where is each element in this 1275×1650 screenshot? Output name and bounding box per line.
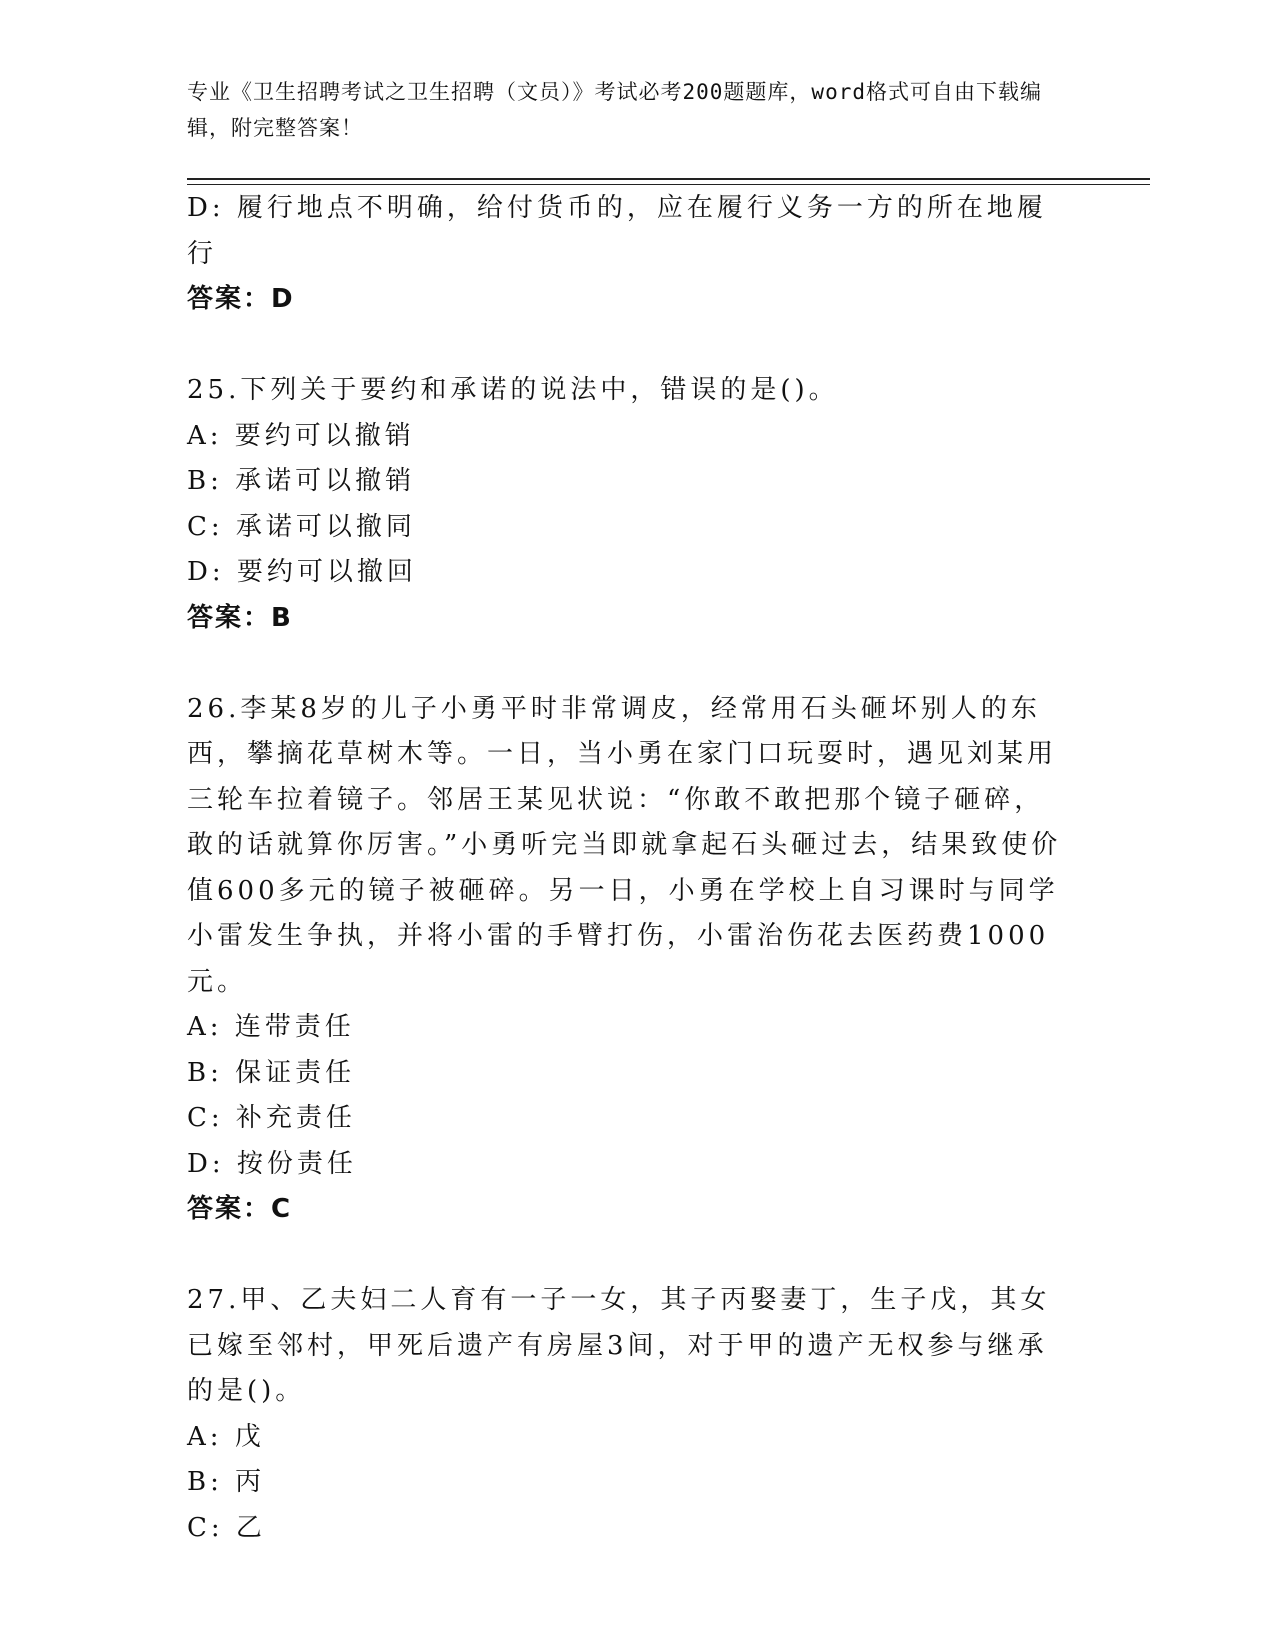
- option-c: C: 补充责任: [187, 1103, 356, 1133]
- header-title: 专业《卫生招聘考试之卫生招聘（文员）》考试必考200题题库，word格式可自由下载编辑，附完整答案！: [187, 80, 1042, 140]
- previous-question-tail: [187, 186, 1067, 323]
- header-rule-thick: [187, 178, 1150, 180]
- question-stem: 25.下列关于要约和承诺的说法中，错误的是()。: [187, 375, 839, 405]
- question-25: [187, 368, 1067, 641]
- answer-line: 答案：D: [187, 284, 295, 314]
- option-b: B: 承诺可以撤销: [187, 466, 416, 496]
- option-d: D: 履行地点不明确，给付货币的，应在履行义务一方的所在地履行: [187, 193, 1047, 269]
- answer-line: 答案：C: [187, 1194, 293, 1224]
- answer-line: 答案：B: [187, 602, 293, 633]
- option-b: B: 丙: [187, 1467, 266, 1497]
- option-a: A: 要约可以撤销: [187, 420, 415, 451]
- option-b: B: 保证责任: [187, 1057, 356, 1088]
- spacer: [187, 323, 1067, 369]
- question-list: [187, 186, 1067, 1551]
- header-rule-thin: [187, 184, 1150, 185]
- option-c: C: 乙: [187, 1512, 266, 1543]
- option-d: D: 要约可以撤回: [187, 557, 417, 587]
- document-header: [187, 74, 1067, 146]
- question-stem: 27.甲、乙夫妇二人育有一子一女，其子丙娶妻丁，生子戊，其女已嫁至邻村，甲死后遗产有房屋3间，对于甲的遗产无权参与继承的是()。: [187, 1285, 1051, 1406]
- option-a: A: 连带责任: [187, 1012, 355, 1042]
- question-27: [187, 1278, 1067, 1551]
- option-d: D: 按份责任: [187, 1148, 357, 1179]
- option-c: C: 承诺可以撤同: [187, 511, 416, 542]
- spacer: [187, 1233, 1067, 1279]
- spacer: [187, 641, 1067, 687]
- option-a: A: 戊: [187, 1421, 265, 1452]
- question-26: [187, 687, 1067, 1233]
- question-stem: 26.李某8岁的儿子小勇平时非常调皮，经常用石头砸坏别人的东西，攀摘花草树木等。一日，当小勇在家门口玩耍时，遇见刘某用三轮车拉着镜子。邻居王某见状说：“你敢不敢把那个镜子砸碎，敢的话就算你厉害。”小勇听完当即就拿起石头砸过去，结果致使价值600多元的镜子被砸碎。另一日，小勇在学校上自习课时与同学小雷发生争执，并将小雷的手臂打伤，小雷治伤花去医药费1000元。: [187, 693, 1062, 997]
